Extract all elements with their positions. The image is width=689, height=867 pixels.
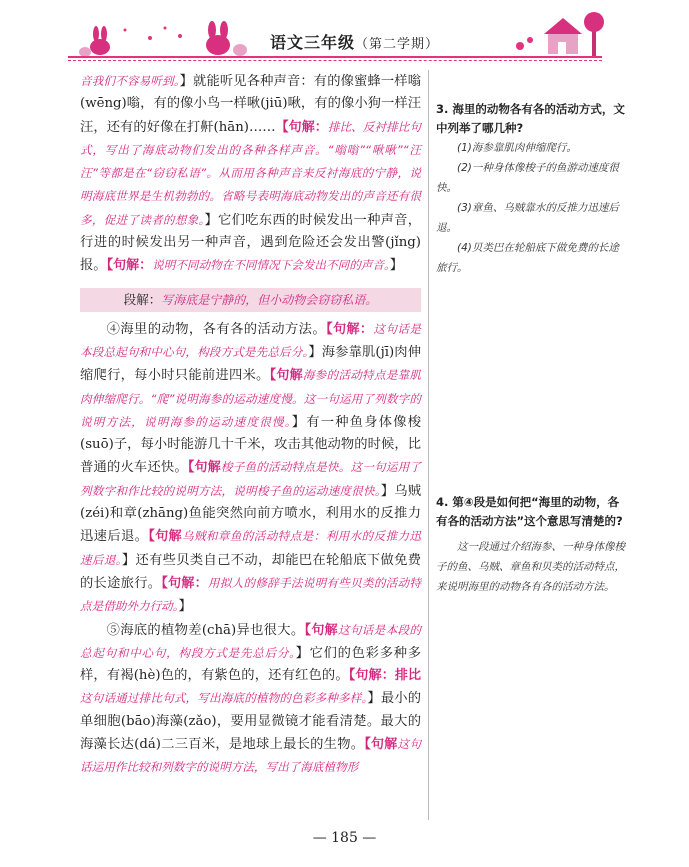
annotation-tag: 【句解： <box>106 258 153 274</box>
question-3 <box>436 100 626 278</box>
question-4-answer: 这一段通过介绍海参、一种身体像梭子的鱼、乌贼、章鱼和贝类的活动特点，来说明海里的动物各有各的活动方法。 <box>436 541 625 593</box>
sparkle-icon <box>124 27 183 41</box>
answer-item: (2)一种身体像梭子的鱼游动速度很快。 <box>436 162 619 194</box>
annotation-tag: 【句解 <box>187 460 221 476</box>
annotation-tag: 【句解：排比 <box>348 668 421 684</box>
answer-item: (3)章鱼、乌贼靠水的反推力迅速后退。 <box>436 202 619 234</box>
question-4-text: 4. 第④段是如何把“海里的动物，各有各的活动方法”这个意思写清楚的? <box>436 495 623 528</box>
main-text-column <box>80 70 421 780</box>
annotation: 排比、反衬排比句式，写出了海底动物们发出的各种各样声音。“嗡嗡”“啾啾”“汪汪”等都是在“窃窃私语”。从而用各种声音来反衬海底的宁静，说明海底世界是生机勃勃的。省略号表明海底动物发出的声音还有很多，促进了读者的想象。 <box>80 119 421 227</box>
annotation: 海参的活动特点是靠肌肉伸缩爬行。“爬”说明海参的运动速度慢。这一句运用了列数字的说明方法，说明海参的运动速度很慢。 <box>80 368 421 429</box>
flower-icon <box>516 37 533 50</box>
column-divider <box>428 70 429 820</box>
annotation: 音我们不容易听到。 <box>80 74 180 88</box>
annotation: 说明不同动物在不同情况下会发出不同的声音。 <box>152 258 390 273</box>
annotation-tag: 【句解： <box>161 575 208 591</box>
annotation-tag: 【句解： <box>275 119 328 135</box>
tree-icon <box>584 12 604 56</box>
annotation-tag: 【句解 <box>269 368 303 384</box>
annotation-tag: 【句解 <box>364 737 398 753</box>
summary-text: 写海底是宁静的，但小动物会窃窃私语。 <box>161 292 378 307</box>
annotation: 这句话运用作比较和列数字的说明方法，写出了海底植物形 <box>80 737 421 775</box>
paragraph-5: ⑤海底的植物差(chā)异也很大。【句解这句话是本段的总起句和中心句，构段方式是先总后分。】它们的色彩多种多样，有褐(hè)色的，有紫色的，还有红色的。【句解：排比这句话通过排比句式，写出海底的植物的色彩多种多样。】最小的单细胞(bāo)海藻(zǎo)，要用显微镜才能看清楚。最大的海藻长达(dá)二三百米，是地球上最长的生物。【句解这句话运用作比较和列数字的说明方法，写出了海底植物形 <box>80 622 422 775</box>
annotation: 这句话是本段的总起句和中心句，构段方式是先总后分。 <box>80 622 421 660</box>
annotation: 这句话是本段总起句和中心句，构段方式是先总后分。 <box>80 321 421 359</box>
question-3-text: 3. 海里的动物各有各的活动方式，文中列举了哪几种? <box>436 102 625 135</box>
annotation: 这句话通过排比句式，写出海底的植物的色彩多种多样。 <box>80 691 368 706</box>
annotation: 梭子鱼的活动特点是快。这一句运用了列数字和作比较的说明方法，说明梭子鱼的运动速度很快。 <box>80 460 421 498</box>
annotation: 乌贼和章鱼的活动特点是：利用水的反推力迅速后退。 <box>80 529 421 567</box>
house-icon <box>544 18 582 54</box>
header-rule-dashed <box>68 60 602 61</box>
paragraph-summary <box>80 288 421 312</box>
page-header <box>0 0 689 80</box>
page-number: — 185 — <box>312 830 377 846</box>
paragraph-3-continued: 音我们不容易听到。】就能听见各种声音：有的像蜜蜂一样嗡(wēng)嗡，有的像小鸟一样啾(jiū)啾，有的像小狗一样汪汪，还有的好像在打鼾(hān)……【句解：排比、反衬排比句式，写出了海底动物们发出的各种各样声音。“嗡嗡”“啾啾”“汪汪”等都是在“窃窃私语”。从而用各种声音来反衬海底的宁静，说明海底世界是生机勃勃的。省略号表明海底动物发出的声音还有很多，促进了读者的想象。】它们吃东西的时候发出一种声音，行进的时候发出另一种声音，遇到危险还会发出警(jǐng)报。【句解：说明不同动物在不同情况下会发出不同的声音。】 <box>80 74 422 274</box>
summary-label: 段解： <box>123 291 162 307</box>
annotation-tag: 【句解 <box>304 622 338 638</box>
annotation-tag: 【句解 <box>148 529 182 545</box>
bunny-mid-left-icon <box>206 21 247 56</box>
answer-item: (1)海参靠肌肉伸缩爬行。 <box>457 142 577 154</box>
annotation-tag: 【句解： <box>326 321 374 337</box>
book-title: 语文三年级（第二学期） <box>270 33 440 52</box>
annotation: 用拟人的修辞手法说明有些贝类的活动特点是借助外力行动。 <box>80 575 421 614</box>
question-3-answer <box>436 138 626 278</box>
question-4 <box>436 493 626 597</box>
answer-item: (4)贝类巴在轮船底下做免费的长途旅行。 <box>436 242 619 274</box>
bunny-left-icon <box>79 26 110 57</box>
paragraph-4: ④海里的动物，各有各的活动方法。【句解：这句话是本段总起句和中心句，构段方式是先总后分。】海参靠肌(jī)肉伸缩爬行，每小时只能前进四米。【句解海参的活动特点是靠肌肉伸缩爬行。“爬”说明海参的运动速度慢。这一句运用了列数字的说明方法，说明海参的运动速度很慢。】有一种鱼身体像梭(suō)子，每小时能游几十千米，攻击其他动物的时候，比普通的火车还快。【句解梭子鱼的活动特点是快。这一句运用了列数字和作比较的说明方法，说明梭子鱼的运动速度很快。】乌贼(zéi)和章(zhāng)鱼能突然向前方喷水，利用水的反推力迅速后退。【句解乌贼和章鱼的活动特点是：利用水的反推力迅速后退。】还有些贝类自己不动，却能巴在轮船底下做免费的长途旅行。【句解：用拟人的修辞手法说明有些贝类的活动特点是借助外力行动。】 <box>80 321 422 615</box>
header-rule <box>68 56 602 58</box>
book-subtitle: （第二学期） <box>355 37 440 52</box>
